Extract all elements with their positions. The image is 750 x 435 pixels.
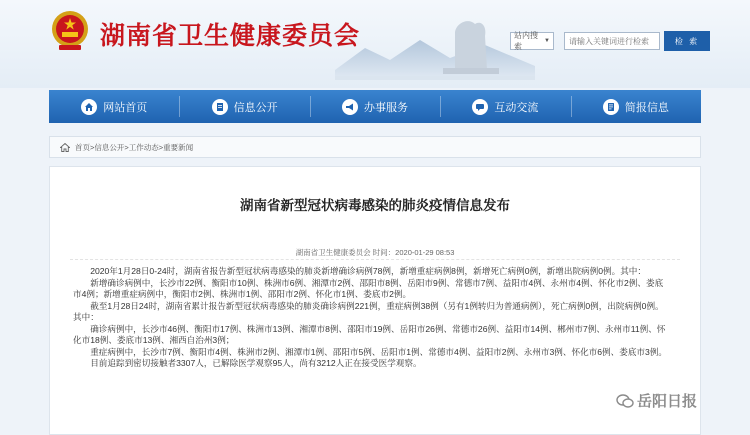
nav-item-label: 信息公开	[233, 101, 278, 114]
wechat-icon	[616, 393, 634, 409]
chevron-down-icon: ▼	[544, 38, 550, 44]
nav-item-interaction[interactable]	[440, 90, 570, 123]
article-paragraph: 重症病例中，长沙市7例、衡阳市4例、株洲市2例、湘潭市1例、邵阳市5例、岳阳市1例、常德市4例、益阳市2例、永州市3例、怀化市6例、娄底市3例。	[73, 346, 667, 357]
home-icon	[81, 99, 97, 115]
home-icon[interactable]	[60, 143, 70, 152]
report-icon	[603, 99, 619, 115]
search-button[interactable]: 检 索	[664, 31, 710, 51]
article-paragraph: 2020年1月28日0-24时，湖南省报告新型冠状病毒感染的肺炎新增确诊病例78例，新增重症病例8例，新增死亡病例0例，新增出院病例0例。其中：	[73, 266, 646, 276]
article-paragraph: 新增确诊病例中，长沙市22例、衡阳市10例、株洲市6例、湘潭市2例、邵阳市8例、岳阳市9例、常德市7例、益阳市4例、永州市4例、怀化市2例、娄底市4例；新增重症病例中，衡阳市2例、株洲市1例、邵阳市2例、怀化市1例、娄底市2例。	[73, 277, 664, 299]
site-header	[0, 0, 750, 88]
site-title[interactable]: 湖南省卫生健康委员会	[100, 22, 361, 50]
nav-item-label: 简报信息	[624, 101, 669, 114]
chat-icon	[472, 99, 488, 115]
search-bar	[510, 31, 710, 51]
nav-item-briefing[interactable]	[571, 90, 701, 123]
nav-item-label: 互动交流	[494, 101, 539, 114]
search-scope-label: 站内搜索	[514, 31, 538, 51]
breadcrumb	[49, 136, 701, 158]
nav-item-label: 网站首页	[103, 101, 148, 114]
search-scope-select[interactable]	[510, 32, 554, 50]
nav-item-services[interactable]	[310, 90, 440, 123]
article-paragraph: 截至1月28日24时，湖南省累计报告新型冠状病毒感染的肺炎确诊病例221例，重症病例38例（另有1例转归为普通病例），死亡病例0例，出院病例0例。其中：	[73, 300, 664, 322]
article-title: 湖南省新型冠状病毒感染的肺炎疫情信息发布	[240, 198, 510, 213]
watermark-text: 岳阳日报	[637, 393, 698, 410]
national-emblem-icon	[50, 9, 90, 53]
megaphone-icon	[342, 99, 358, 115]
document-icon	[212, 99, 228, 115]
nav-item-info-disclosure[interactable]	[179, 90, 309, 123]
watermark	[616, 390, 697, 411]
article-paragraph: 确诊病例中，长沙市46例、衡阳市17例、株洲市13例、湘潭市8例、邵阳市19例、岳阳市26例、常德市26例、益阳市14例、郴州市7例、永州市11例、怀化市18例、娄底市13例、湘西自治州3例；	[73, 323, 666, 345]
nav-item-home[interactable]	[49, 90, 179, 123]
article-meta: 湖南省卫生健康委员会 时间：2020-01-29 08:53	[295, 248, 455, 257]
article-body	[73, 266, 671, 370]
article-paragraph: 目前追踪到密切接触者3307人，已解除医学观察95人，尚有3212人正在接受医学观察。	[73, 358, 422, 368]
breadcrumb-path[interactable]: 首页>信息公开>工作动态>重要新闻	[75, 142, 194, 152]
main-nav	[49, 90, 701, 123]
header-landscape-image	[335, 0, 535, 80]
article-panel	[49, 166, 701, 435]
divider	[70, 259, 680, 260]
search-input[interactable]	[564, 32, 660, 50]
nav-item-label: 办事服务	[364, 101, 409, 114]
